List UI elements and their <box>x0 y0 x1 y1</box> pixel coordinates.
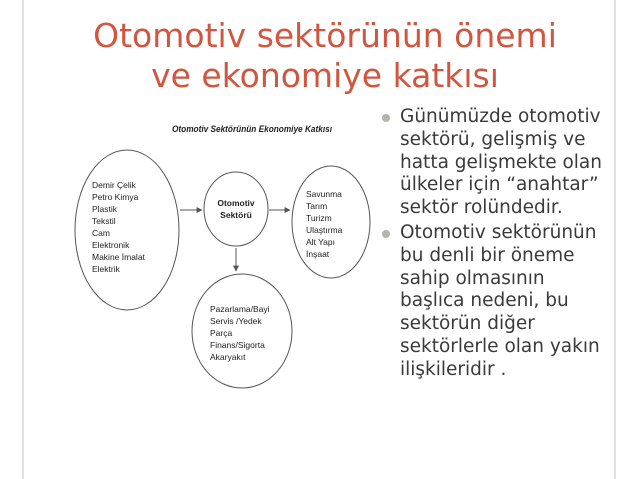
left-item: Cam <box>92 228 110 238</box>
diagram-caption: Otomotiv Sektörünün Ekonomiye Katkısı <box>172 124 333 134</box>
left-item: Demir Çelik <box>92 180 136 190</box>
right-sector-list <box>306 189 343 259</box>
center-label-line2: Sektörü <box>220 210 252 220</box>
right-item: Ulaştırma <box>306 225 343 235</box>
left-item: Tekstil <box>92 216 116 226</box>
bullet-item <box>378 106 614 220</box>
bullet-list <box>378 106 614 382</box>
bottom-item: Pazarlama/Bayi <box>210 304 270 314</box>
bullet-item <box>378 222 614 382</box>
center-sector-circle <box>204 172 268 246</box>
left-item: Plastik <box>92 204 118 214</box>
bullet-dot-icon <box>382 230 390 238</box>
bullet-text: Otomotiv sektörünün bu denli bir öneme sahip olmasının başlıca nedeni, bu sektörün diğer sektörlerle olan yakın ilişkileridir . <box>400 221 600 380</box>
bottom-item: Parça <box>210 328 233 338</box>
bullet-dot-icon <box>382 114 390 122</box>
right-item: Tarım <box>306 201 328 211</box>
left-item: Petro Kimya <box>92 192 139 202</box>
right-item: Turizm <box>306 213 332 223</box>
bottom-sector-circle <box>192 274 292 388</box>
left-sector-list <box>92 180 146 274</box>
bottom-item: Akaryakıt <box>210 352 246 362</box>
left-item: Elektronik <box>92 240 130 250</box>
left-item: Makine İmalat <box>92 252 145 262</box>
bullet-text: Günümüzde otomotiv sektörü, gelişmiş ve hatta gelişmekte olan ülkeler için “anahtar” sektör rolündedir. <box>400 106 602 219</box>
bottom-item: Finans/Sigorta <box>210 340 265 350</box>
title-line-2: ve ekonomiye katkısı <box>151 56 499 95</box>
right-item: İnşaat <box>306 249 330 259</box>
bottom-item: Servis /Yedek <box>210 316 262 326</box>
center-label-line1: Otomotiv <box>217 198 255 208</box>
left-sector-circle <box>75 150 179 310</box>
bottom-sector-list <box>210 304 270 362</box>
title-line-1: Otomotiv sektörünün önemi <box>93 16 557 55</box>
right-item: Savunma <box>306 189 342 199</box>
left-item: Elektrik <box>92 264 120 274</box>
right-item: Alt Yapı <box>306 237 335 247</box>
